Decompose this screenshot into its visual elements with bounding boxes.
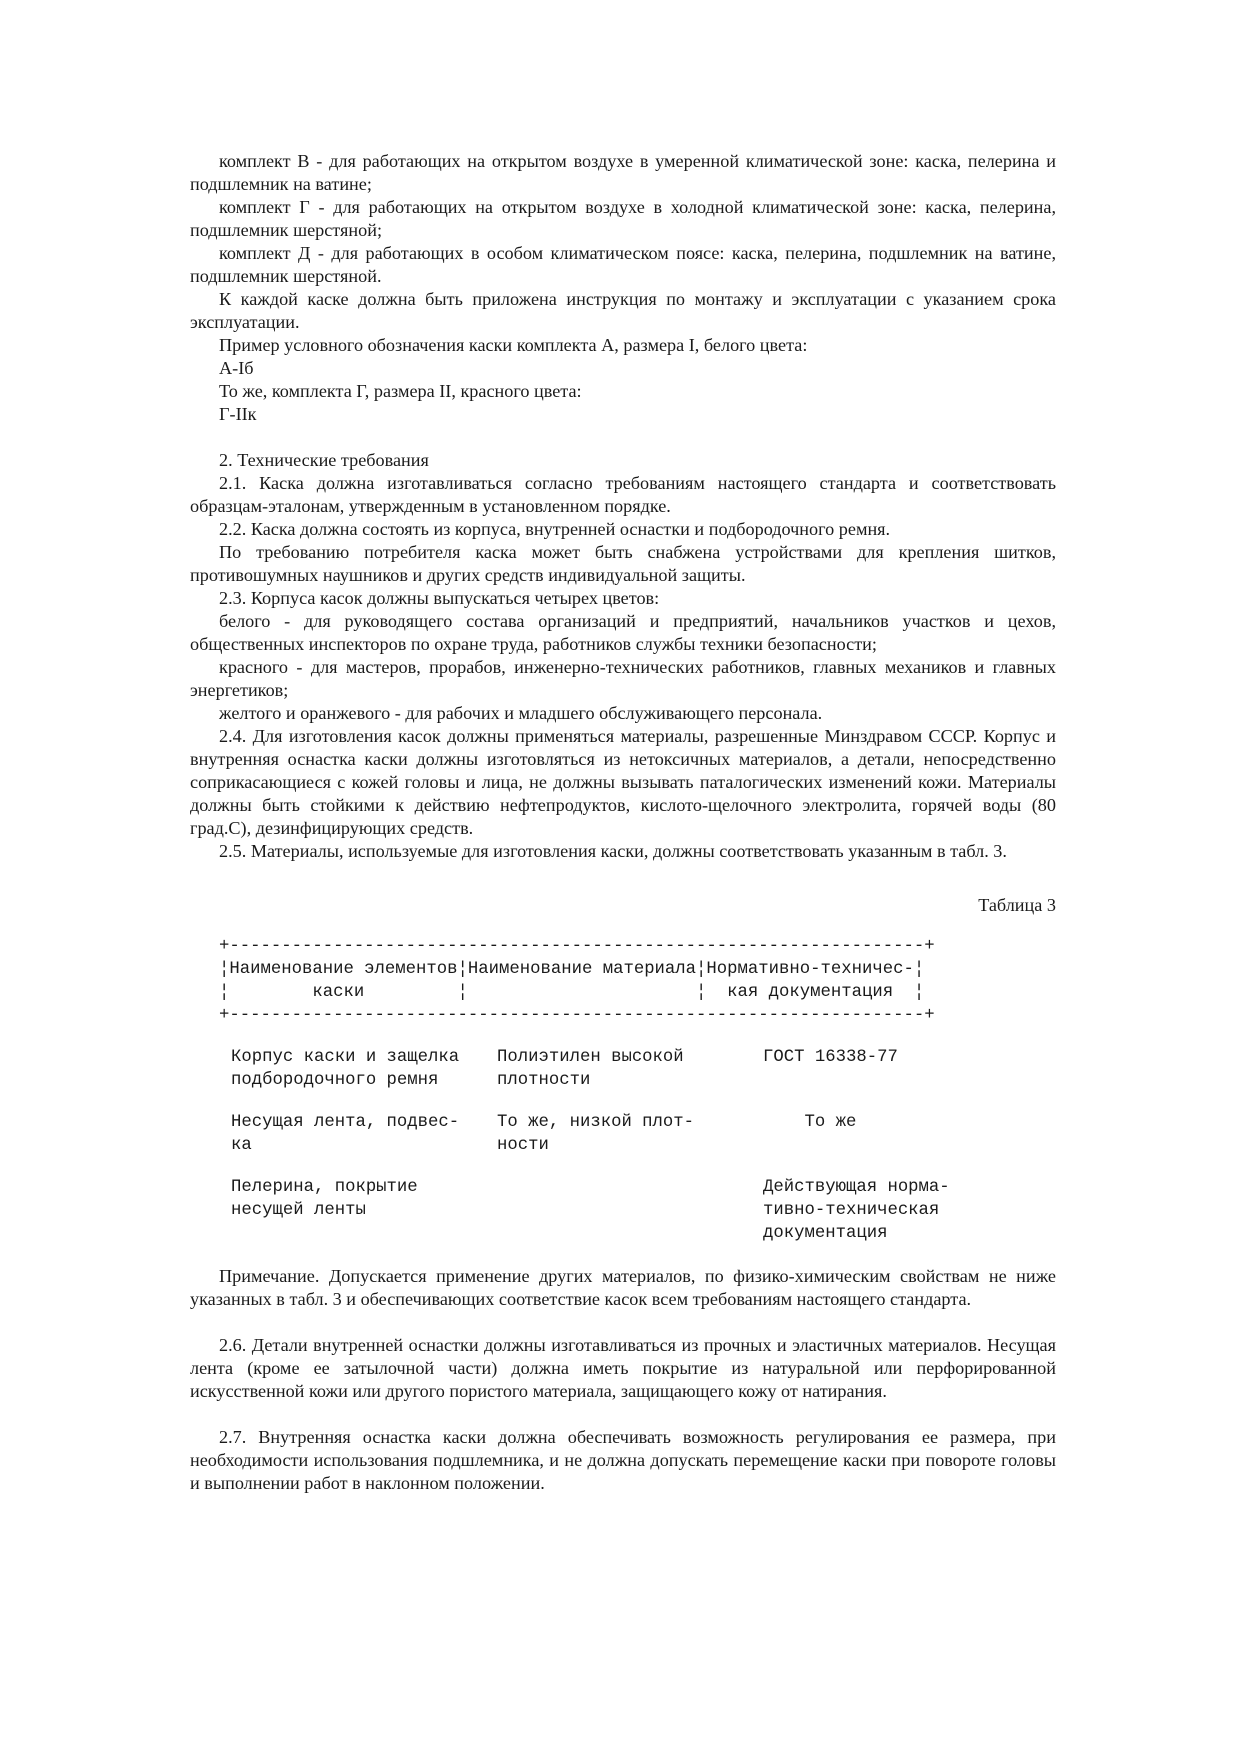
paragraph-consumer: По требованию потребителя каска может быть снабжена устройствами для крепления шитков, противошумных наушников и других средств индивидуальной защиты.	[190, 542, 1056, 585]
table-border-bottom: +-------------------------------------------------------------------+	[219, 1006, 935, 1025]
table-cell-doc: ГОСТ 16338-77	[763, 1048, 898, 1067]
materials-table	[219, 935, 1056, 1245]
table-border-top: +-------------------------------------------------------------------+	[219, 937, 935, 956]
paragraph-yellow: желтого и оранжевого - для рабочих и младшего обслуживающего персонала.	[219, 703, 823, 723]
paragraph-2-7: 2.7. Внутренняя оснастка каски должна обеспечивать возможность регулирования ее размера, при необходимости использования подшлемника, и не должна допускать перемещение каски при повороте головы и выполнении работ в наклонном положении.	[190, 1427, 1056, 1493]
table-cell-material: То же, низкой плот- ности	[497, 1113, 695, 1155]
section-heading: 2. Технические требования	[219, 450, 429, 470]
paragraph-2-4: 2.4. Для изготовления касок должны применяться материалы, разрешенные Минздравом СССР. Корпус и внутренняя оснастка каски должны изготовляться из нетоксичных материалов, а детали, непосредственно соприкасающиеся с кожей головы и лица, не должны вызывать паталогических изменений кожи. Материалы должны быть стойкими к действию нефтепродуктов, кислото-щелочного электролита, горячей воды (80 град.С), дезинфицирующих средств.	[190, 726, 1056, 838]
paragraph-2-1: 2.1. Каска должна изготавливаться согласно требованиям настоящего стандарта и соответствовать образцам-эталонам, утвержденным в установленном порядке.	[190, 473, 1056, 516]
paragraph-instruction: К каждой каске должна быть приложена инструкция по монтажу и эксплуатации с указанием срока эксплуатации.	[190, 289, 1056, 332]
paragraph-example-2: То же, комплекта Г, размера II, красного цвета:	[219, 381, 582, 401]
designation-a: А-Iб	[219, 358, 254, 378]
paragraph-kit-g: комплект Г - для работающих на открытом воздухе в холодной климатической зоне: каска, пелерина, подшлемник шерстяной;	[190, 197, 1056, 240]
table-cell-doc: Действующая норма- тивно-техническая документация	[763, 1178, 950, 1243]
paragraph-2-2: 2.2. Каска должна состоять из корпуса, внутренней оснастки и подбородочного ремня.	[219, 519, 891, 539]
table-row	[219, 1046, 1056, 1092]
paragraph-example: Пример условного обозначения каски комплекта А, размера I, белого цвета:	[219, 335, 808, 355]
paragraph-kit-d: комплект Д - для работающих в особом климатическом поясе: каска, пелерина, подшлемник на ватине, подшлемник шерстяной.	[190, 243, 1056, 286]
table-cell-material: Полиэтилен высокой плотности	[497, 1048, 684, 1090]
table-cell-doc: То же	[763, 1113, 857, 1132]
paragraph-kit-v: комплект В - для работающих на открытом воздухе в умеренной климатической зоне: каска, пелерина и подшлемник на ватине;	[190, 151, 1056, 194]
designation-g: Г-IIк	[219, 404, 257, 424]
table-note: Примечание. Допускается применение других материалов, по физико-химическим свойствам не ниже указанных в табл. 3 и обеспечивающих соответствие касок всем требованиям настоящего стандарта.	[190, 1266, 1056, 1309]
table-row	[219, 1176, 1056, 1245]
table-row	[219, 1111, 1056, 1157]
document-page	[190, 150, 1056, 1495]
table-caption: Таблица 3	[978, 895, 1056, 915]
paragraph-2-3: 2.3. Корпуса касок должны выпускаться четырех цветов:	[219, 588, 660, 608]
table-cell-element: Несущая лента, подвес- ка	[231, 1113, 460, 1155]
table-cell-element: Корпус каски и защелка подбородочного ремня	[231, 1048, 460, 1090]
paragraph-2-6: 2.6. Детали внутренней оснастки должны изготавливаться из прочных и эластичных материалов. Несущая лента (кроме ее затылочной части) должна иметь покрытие из натуральной или перфорированной искусственной кожи или другого пористого материала, защищающего кожу от натирания.	[190, 1335, 1056, 1401]
table-cell-material	[497, 1176, 763, 1245]
table-header-line-2: ¦ каски ¦ ¦ кая документация ¦	[219, 983, 925, 1002]
table-header-line-1: ¦Наименование элементов¦Наименование материала¦Нормативно-техничес-¦	[219, 960, 925, 979]
table-cell-element: Пелерина, покрытие несущей ленты	[231, 1178, 418, 1220]
paragraph-2-5: 2.5. Материалы, используемые для изготовления каски, должны соответствовать указанным в табл. 3.	[219, 841, 1007, 861]
paragraph-red: красного - для мастеров, прорабов, инженерно-технических работников, главных механиков и главных энергетиков;	[190, 657, 1056, 700]
paragraph-white: белого - для руководящего состава организаций и предприятий, начальников участков и цехов, общественных инспекторов по охране труда, работников службы техники безопасности;	[190, 611, 1056, 654]
